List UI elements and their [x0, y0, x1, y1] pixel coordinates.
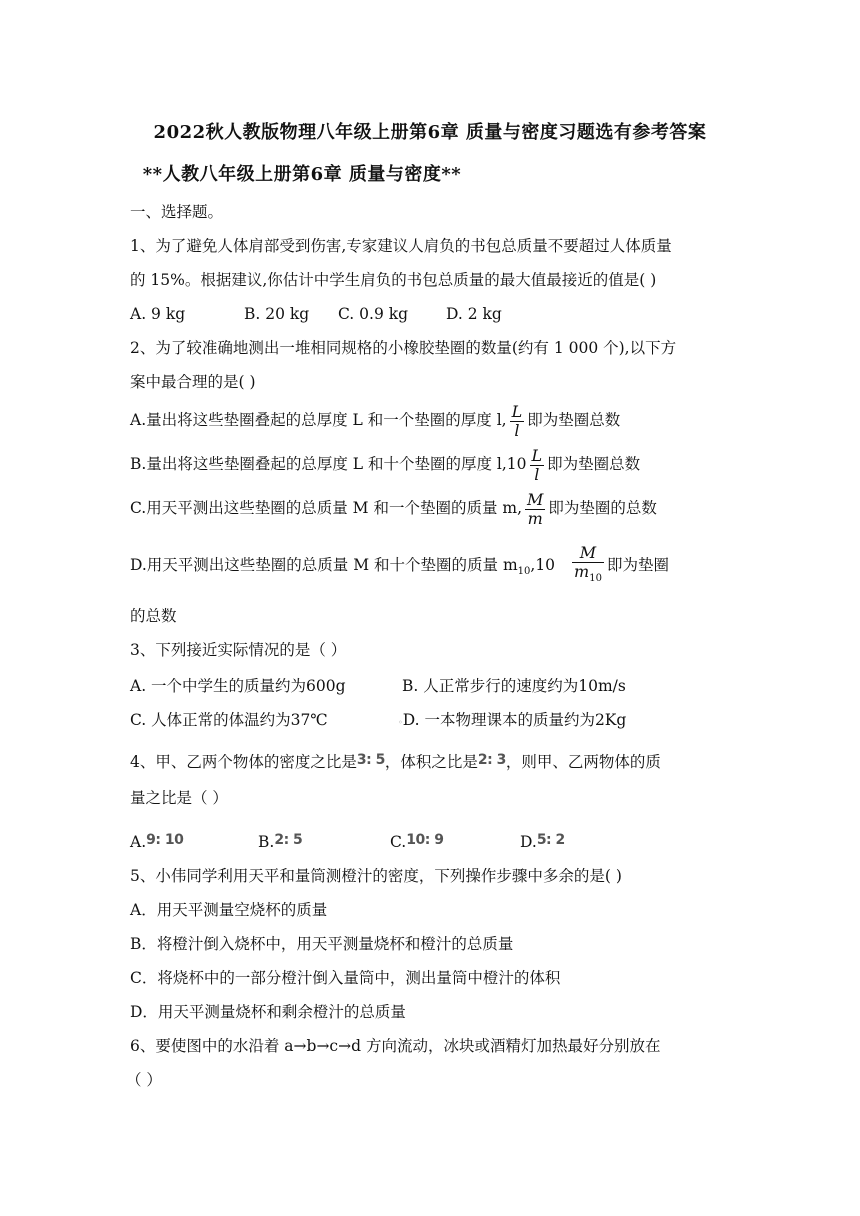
fraction-L-over-l: $\frac{L}{l}$	[511, 401, 523, 440]
q2-option-d-text: D.用天平测出这些垫圈的总质量 M 和十个垫圈的质量 m	[130, 556, 518, 575]
q4-option-c: C.10: 9	[390, 832, 444, 851]
q3-option-b: B. 人正常步行的速度约为10m/s	[402, 677, 626, 695]
fraction-M-over-m10: $\frac{M}{m_{10}}$	[572, 544, 604, 588]
q2-stem-line2: 案中最合理的是( )	[130, 373, 256, 391]
q2-option-b: B.量出将这些垫圈叠起的总厚度 L 和十个垫圈的厚度 l,10 $\frac{L}{l}$ 即为垫圈总数	[130, 445, 641, 484]
q1-option-c: C. 0.9 kg	[338, 305, 409, 323]
q2-option-c-text: C.用天平测出这些垫圈的总质量 M 和一个垫圈的质量 m,	[130, 499, 523, 517]
q4-stem-line1: 4、甲、乙两个物体的密度之比是3: 5，体积之比是2: 3，则甲、乙两物体的质	[130, 748, 661, 774]
q2-option-c: C.用天平测出这些垫圈的总质量 M 和一个垫圈的质量 m, $\frac{M}{m}$ 即为垫圈的总数	[130, 489, 657, 528]
q5-option-d: D．用天平测量烧杯和剩余橙汁的总质量	[130, 1003, 406, 1021]
q5-option-a: A．用天平测量空烧杯的质量	[130, 901, 328, 919]
document-subtitle: **人教八年级上册第6章 质量与密度**	[142, 164, 462, 185]
q2-option-b-text: B.量出将这些垫圈叠起的总厚度 L 和十个垫圈的厚度 l,10	[130, 455, 527, 473]
q2-option-a-text: A.量出将这些垫圈叠起的总厚度 L 和一个垫圈的厚度 l,	[130, 411, 507, 429]
q1-option-a: A. 9 kg	[130, 305, 186, 323]
ratio-image-volume: 2: 3	[477, 752, 506, 768]
q3-option-a: A. 一个中学生的质量约为600g	[130, 677, 346, 695]
q2-option-d: D.用天平测出这些垫圈的总质量 M 和十个垫圈的质量 $m_{10},10$ $\frac{M}{m_{10}}$ 即为垫圈	[130, 544, 669, 590]
q5-option-b: B．将橙汁倒入烧杯中，用天平测量烧杯和橙汁的总质量	[130, 935, 514, 953]
q1-stem-line1: 1、为了避免人体肩部受到伤害,专家建议人肩负的书包总质量不要超过人体质量	[130, 237, 672, 255]
q4-option-a: A.9: 10	[130, 832, 184, 851]
q2-stem-line1: 2、为了较准确地测出一堆相同规格的小橡胶垫圈的数量(约有 1 000 个),以下方	[130, 339, 677, 357]
q1-option-b: B. 20 kg	[244, 305, 310, 323]
document-title: 2022秋人教版物理八年级上册第6章 质量与密度习题选有参考答案	[153, 122, 707, 143]
q4-stem-line2: 量之比是（ ）	[130, 789, 228, 807]
q4-option-b: B.2: 5	[258, 832, 303, 851]
ratio-image-density: 3: 5	[356, 752, 385, 768]
section-heading: 一、选择题。	[130, 203, 224, 221]
q5-option-c: C．将烧杯中的一部分橙汁倒入量筒中，测出量筒中橙汁的体积	[130, 969, 561, 987]
q1-option-d: D. 2 kg	[446, 305, 502, 323]
fraction-L-over-l: $\frac{L}{l}$	[531, 445, 543, 484]
q3-stem: 3、下列接近实际情况的是（ ）	[130, 641, 347, 659]
q2-option-d-line2: 的总数	[130, 607, 177, 625]
q4-option-d: D.5: 2	[520, 832, 565, 851]
q5-stem: 5、小伟同学利用天平和量筒测橙汁的密度，下列操作步骤中多余的是( )	[130, 867, 622, 885]
q3-option-d: ◦D. 一本物理课本的质量约为2Kg	[398, 711, 627, 729]
q1-stem-line2: 的 15%。根据建议,你估计中学生肩负的书包总质量的最大值最接近的值是( )	[130, 271, 657, 289]
q6-stem-line1: 6、要使图中的水沿着 a→b→c→d 方向流动，冰块或酒精灯加热最好分别放在	[130, 1037, 661, 1055]
q6-stem-line2: （ ）	[126, 1071, 162, 1089]
fraction-M-over-m: $\frac{M}{m}$	[527, 489, 544, 528]
q3-option-c: C. 人体正常的体温约为37℃	[130, 711, 328, 729]
q2-option-a: A.量出将这些垫圈叠起的总厚度 L 和一个垫圈的厚度 l, $\frac{L}{l}$ 即为垫圈总数	[130, 401, 621, 440]
